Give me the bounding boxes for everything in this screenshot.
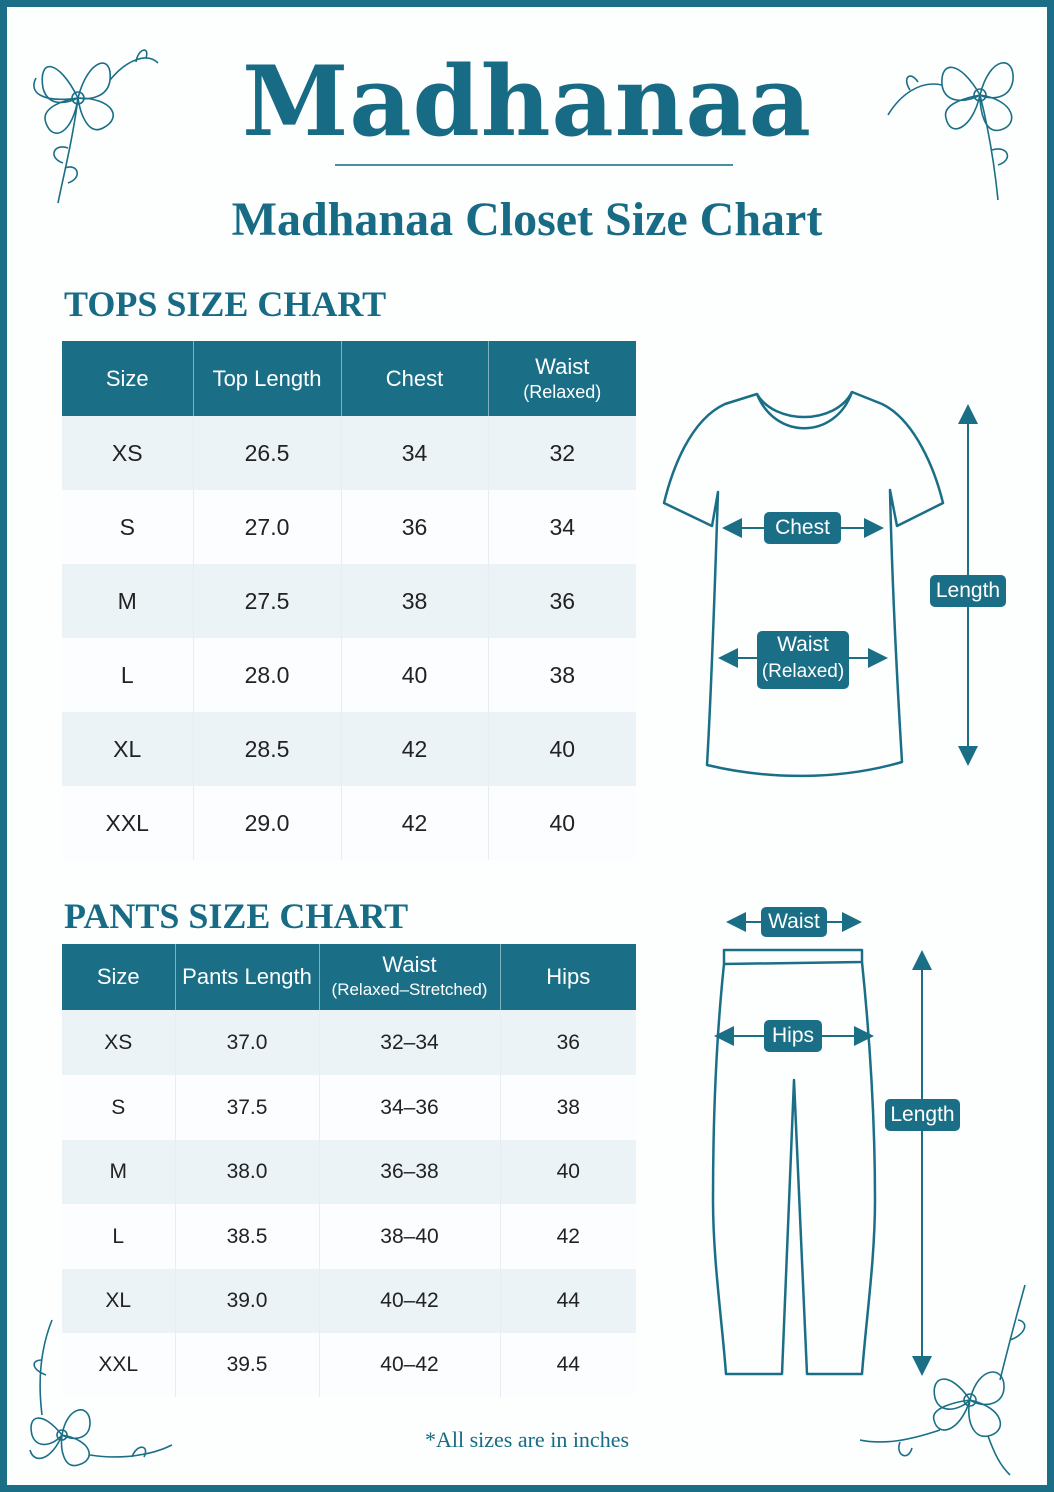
cell-top-length: 27.5 (193, 564, 341, 638)
cell-chest: 38 (341, 564, 488, 638)
cell-size: M (62, 1140, 175, 1204)
pants-hips-label: Hips (764, 1020, 822, 1052)
cell-chest: 42 (341, 786, 488, 860)
pants-length-label: Length (885, 1099, 960, 1131)
cell-waist: 40 (488, 786, 636, 860)
cell-hips: 38 (500, 1075, 636, 1140)
cell-size: L (62, 638, 193, 712)
cell-top-length: 29.0 (193, 786, 341, 860)
brand-title: Madhanaa (242, 45, 812, 158)
cell-chest: 40 (341, 638, 488, 712)
header-waist-label: Waist (382, 952, 437, 977)
cell-size: XS (62, 416, 193, 490)
cell-waist: 38–40 (319, 1204, 500, 1269)
cell-top-length: 27.0 (193, 490, 341, 564)
cell-pants-length: 39.0 (175, 1269, 319, 1333)
cell-waist: 40–42 (319, 1333, 500, 1397)
cell-pants-length: 38.0 (175, 1140, 319, 1204)
column-header-size: Size (62, 341, 193, 416)
pants-section-title: PANTS SIZE CHART (64, 896, 409, 936)
header-waist-sub: (Relaxed–Stretched) (331, 980, 488, 999)
page-subtitle: Madhanaa Closet Size Chart (231, 193, 823, 246)
units-footnote: *All sizes are in inches (424, 1427, 630, 1452)
chest-label: Chest (764, 512, 841, 544)
cell-waist: 34 (488, 490, 636, 564)
cell-size: S (62, 490, 193, 564)
cell-pants-length: 37.5 (175, 1075, 319, 1140)
cell-waist: 38 (488, 638, 636, 712)
header-waist-sub: (Relaxed) (523, 381, 602, 402)
cell-size: L (62, 1204, 175, 1269)
cell-waist: 40 (488, 712, 636, 786)
cell-size: XL (62, 1269, 175, 1333)
cell-pants-length: 38.5 (175, 1204, 319, 1269)
cell-size: XXL (62, 786, 193, 860)
cell-waist: 36 (488, 564, 636, 638)
cell-top-length: 28.5 (193, 712, 341, 786)
column-header-pants-length: Pants Length (175, 944, 319, 1010)
waist-label-text: Waist (777, 633, 829, 656)
cell-pants-length: 37.0 (175, 1010, 319, 1075)
column-header-size: Size (62, 944, 175, 1010)
header-waist-label: Waist (535, 353, 590, 379)
length-label: Length (930, 575, 1006, 607)
cell-hips: 36 (500, 1010, 636, 1075)
pants-waist-label: Waist (761, 907, 827, 937)
tops-section-title: TOPS SIZE CHART (64, 284, 387, 324)
cell-top-length: 26.5 (193, 416, 341, 490)
cell-chest: 42 (341, 712, 488, 786)
cell-size: M (62, 564, 193, 638)
cell-waist: 40–42 (319, 1269, 500, 1333)
waist-label-sub: (Relaxed) (761, 661, 845, 682)
cell-size: S (62, 1075, 175, 1140)
column-header-chest: Chest (341, 341, 488, 416)
column-header-top-length: Top Length (193, 341, 341, 416)
column-header-hips: Hips (500, 944, 636, 1010)
cell-size: XL (62, 712, 193, 786)
cell-hips: 44 (500, 1269, 636, 1333)
cell-hips: 44 (500, 1333, 636, 1397)
cell-waist: 32–34 (319, 1010, 500, 1075)
cell-chest: 34 (341, 416, 488, 490)
cell-size: XS (62, 1010, 175, 1075)
cell-top-length: 28.0 (193, 638, 341, 712)
cell-size: XXL (62, 1333, 175, 1397)
cell-chest: 36 (341, 490, 488, 564)
cell-waist: 32 (488, 416, 636, 490)
cell-pants-length: 39.5 (175, 1333, 319, 1397)
cell-hips: 42 (500, 1204, 636, 1269)
cell-waist: 34–36 (319, 1075, 500, 1140)
cell-hips: 40 (500, 1140, 636, 1204)
cell-waist: 36–38 (319, 1140, 500, 1204)
